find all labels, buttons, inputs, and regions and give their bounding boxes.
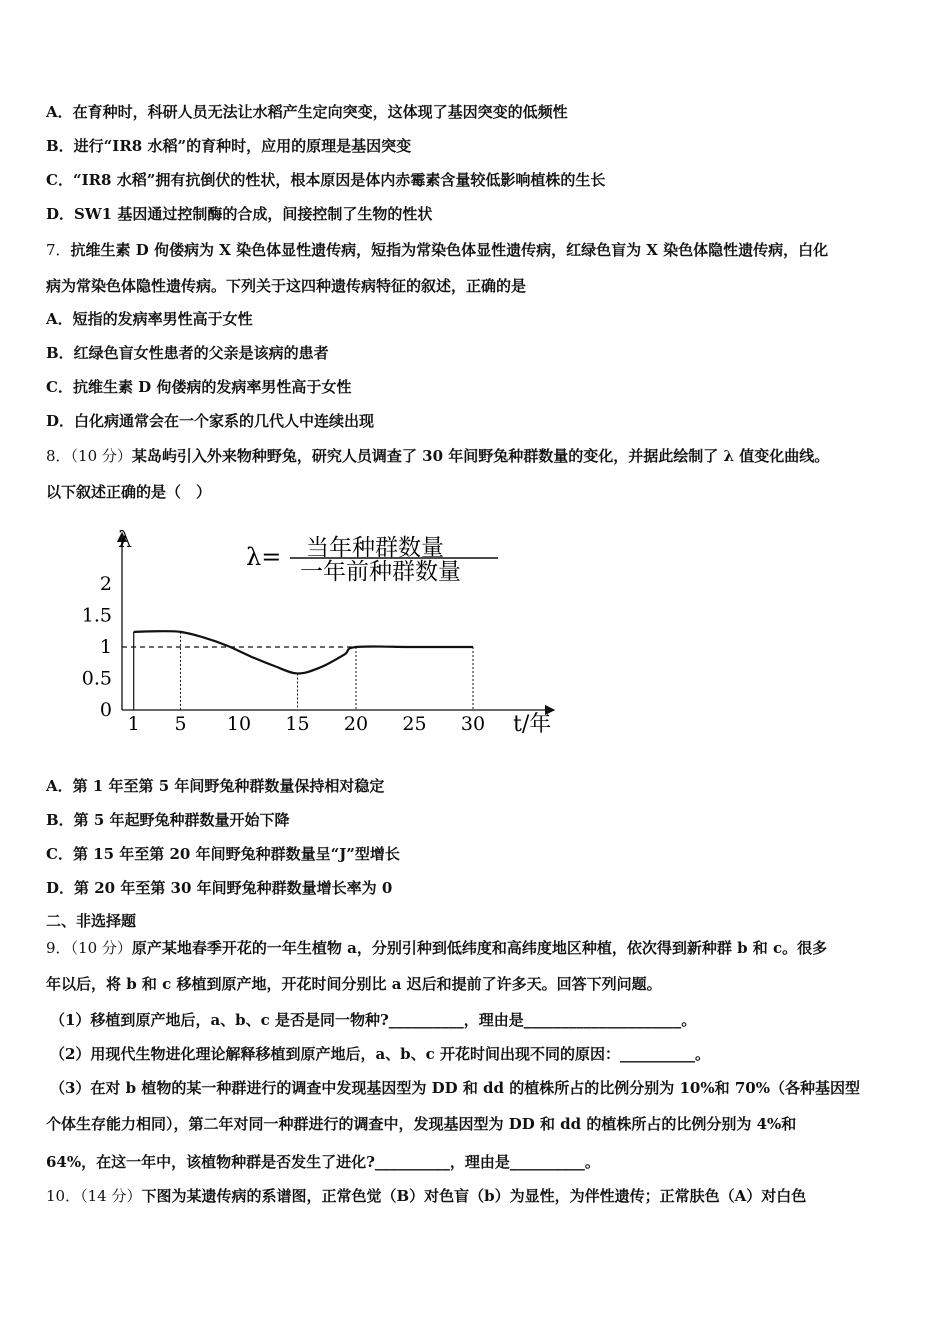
- q8-number: 8．（10 分）: [46, 447, 132, 465]
- q9-number: 9．（10 分）: [46, 939, 132, 957]
- chart-y-label: λ: [118, 528, 132, 553]
- q9-stem-line2: 年以后，将 b 和 c 移植到原产地，开花时间分别比 a 迟后和提前了许多天。回答下列问题。: [46, 975, 662, 993]
- q8-option-b: B．第 5 年起野兔种群数量开始下降: [46, 811, 290, 829]
- q10-stem-text: 下图为某遗传病的系谱图，正常色觉（B）对色盲（b）为显性，为伴性遗传；正常肤色（A）对白色: [141, 1187, 807, 1205]
- q6-option-d: D．SW1 基因通过控制酶的合成，间接控制了生物的性状: [46, 205, 433, 223]
- q6-option-a: A．在育种时，科研人员无法让水稻产生定向突变，这体现了基因突变的低频性: [46, 103, 568, 121]
- formula-numerator: 当年种群数量: [306, 535, 444, 561]
- q10-stem-line1: [46, 1186, 806, 1206]
- q7-number: 7．: [46, 241, 71, 259]
- q9-sub3-line2: 个体生存能力相同），第二年对同一种群进行的调查中，发现基因型为 DD 和 dd 的植株所占的比例分别为 4%和: [46, 1115, 797, 1133]
- q7-stem-line1: [46, 240, 828, 260]
- q7-option-a: A．短指的发病率男性高于女性: [46, 310, 253, 328]
- q8-stem-line2: 以下叙述正确的是（ ）: [46, 483, 212, 501]
- q8-stem-text: 某岛屿引入外来物种野兔，研究人员调查了 30 年间野兔种群数量的变化，并据此绘制了 λ 值变化曲线。: [131, 447, 830, 465]
- y-tick-label-1: 1: [99, 636, 112, 658]
- x-tick-label-15: 15: [285, 713, 310, 735]
- x-tick-label-10: 10: [226, 713, 252, 735]
- y-tick-label-0: 0: [99, 699, 112, 721]
- chart-ticks: [82, 573, 485, 735]
- y-tick-label-1.5: 1.5: [81, 604, 112, 627]
- q9-stem-line1: [46, 938, 827, 958]
- formula-lhs: λ=: [246, 543, 282, 571]
- q7-option-b: B．红绿色盲女性患者的父亲是该病的患者: [46, 344, 329, 362]
- section-title: 二、非选择题: [46, 912, 137, 930]
- q9-sub3-line1: （3）在对 b 植物的某一种群进行的调查中发现基因型为 DD 和 dd 的植株所占的比例分别为 10%和 70%（各种基因型: [50, 1079, 860, 1097]
- lambda-series-line: [134, 631, 473, 673]
- q7-option-c: C．抗维生素 D 佝偻病的发病率男性高于女性: [46, 378, 352, 396]
- q8-option-d: D．第 20 年至第 30 年间野兔种群数量增长率为 0: [46, 879, 393, 897]
- q10-number: 10．（14 分）: [46, 1187, 142, 1205]
- x-tick-label-5: 5: [174, 713, 187, 735]
- y-tick-label-0.5: 0.5: [81, 667, 112, 690]
- q8-option-a: A．第 1 年至第 5 年间野兔种群数量保持相对稳定: [46, 777, 385, 795]
- x-tick-label-1: 1: [127, 713, 140, 735]
- q6-option-c: C．“IR8 水稻”拥有抗倒伏的性状，根本原因是体内赤霉素含量较低影响植株的生长: [46, 171, 606, 189]
- q9-sub2: （2）用现代生物进化理论解释移植到原产地后，a、b、c 开花时间出现不同的原因：__________。: [50, 1045, 711, 1063]
- q8-stem-line1: [46, 446, 829, 466]
- x-tick-label-30: 30: [460, 713, 486, 735]
- q9-stem-text: 原产某地春季开花的一年生植物 a，分别引种到低纬度和高纬度地区种植，依次得到新种群 b 和 c。很多: [131, 939, 828, 957]
- x-tick-label-20: 20: [343, 713, 369, 735]
- q7-stem-line2: 病为常染色体隐性遗传病。下列关于这四种遗传病特征的叙述，正确的是: [46, 277, 527, 295]
- q9-sub3-line3: 64%，在这一年中，该植物种群是否发生了进化?__________，理由是__________。: [46, 1153, 600, 1171]
- q7-stem-text: 抗维生素 D 佝偻病为 X 染色体显性遗传病，短指为常染色体显性遗传病，红绿色盲为 X 染色体隐性遗传病，白化: [70, 241, 829, 259]
- q8-option-c: C．第 15 年至第 20 年间野兔种群数量呈“J”型增长: [46, 845, 400, 863]
- q9-sub1: （1）移植到原产地后，a、b、c 是否是同一物种?__________，理由是_____________________。: [50, 1011, 697, 1029]
- y-tick-label-2: 2: [99, 573, 112, 595]
- q7-option-d: D．白化病通常会在一个家系的几代人中连续出现: [46, 412, 375, 430]
- chart-guides: [122, 632, 473, 710]
- chart-x-label: t/年: [513, 712, 552, 737]
- q6-option-b: B．进行“IR8 水稻”的育种时，应用的原理是基因突变: [46, 137, 412, 155]
- lambda-chart: [80, 525, 560, 740]
- chart-series: [134, 631, 473, 673]
- x-tick-label-25: 25: [402, 713, 427, 735]
- formula-denominator: 一年前种群数量: [300, 559, 461, 585]
